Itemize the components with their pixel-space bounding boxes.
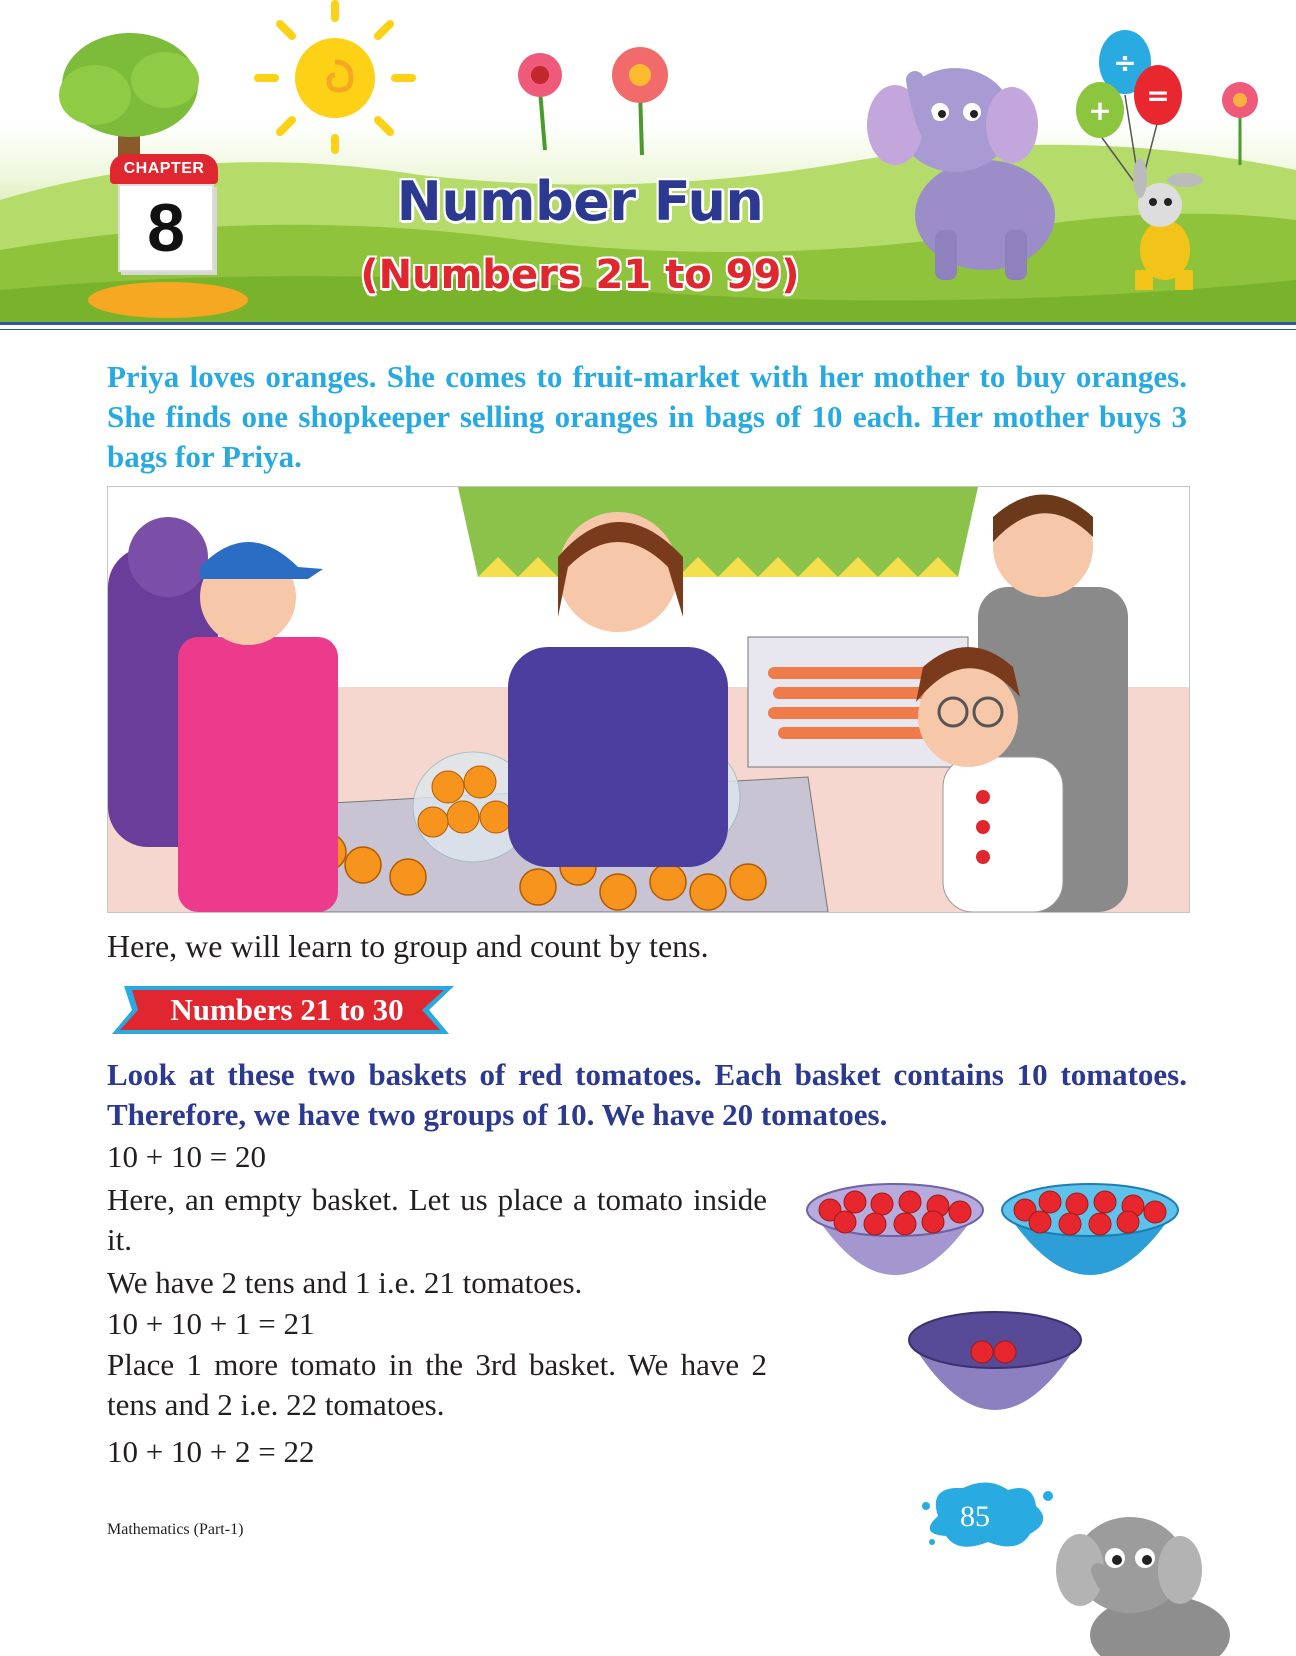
caption-line: Here, we will learn to group and count by tens. (107, 928, 709, 964)
flower-icon (518, 53, 562, 150)
chapter-subtitle: (Numbers 21 to 99) (360, 252, 800, 298)
section-tag-label: Numbers 21 to 30 (170, 992, 404, 1027)
equation-20: 10 + 10 = 20 (107, 1139, 266, 1174)
chapter-title: Number Fun (396, 170, 764, 233)
footer-book-title: Mathematics (Part-1) (107, 1521, 244, 1538)
tomato-bowl-partial (909, 1312, 1081, 1410)
chapter-label: CHAPTER (110, 154, 218, 184)
tomato-bowl-full (1002, 1184, 1178, 1275)
fruit-market-illustration (107, 486, 1190, 913)
sun-icon (258, 4, 412, 150)
chapter-card (118, 184, 214, 272)
page-number: 85 (960, 1500, 990, 1533)
empty-basket-text: Here, an empty basket. Let us place a tomato inside it. (107, 1182, 767, 1257)
equation-22: 10 + 10 + 2 = 22 (107, 1434, 315, 1469)
flower-icon (1222, 82, 1258, 165)
tomato-bowls-illustration (800, 1180, 1200, 1440)
chapter-number: 8 (147, 190, 185, 266)
balloon-plus: + (1088, 94, 1112, 127)
chapter-banner (0, 0, 1296, 322)
tomato-bowls (800, 1180, 1200, 1440)
tomato-bowl-full (807, 1184, 983, 1275)
third-basket-text: Place 1 more tomato in the 3rd basket. We have 2 tens and 2 i.e. 22 tomatoes. (107, 1347, 767, 1422)
tomato-paragraph: Look at these two baskets of red tomatoes. Each basket contains 10 tomatoes. Therefore, we have two groups of 10. We have 20 tomatoes. (107, 1057, 1187, 1132)
equation-21: 10 + 10 + 1 = 21 (107, 1306, 315, 1341)
header-divider (0, 322, 1296, 325)
balloon-equals: = (1146, 79, 1170, 112)
flower-icon (612, 47, 668, 155)
header-divider-thin (0, 329, 1296, 330)
two-tens-one-text: We have 2 tens and 1 i.e. 21 tomatoes. (107, 1265, 583, 1300)
elephant-icon (1040, 1510, 1296, 1656)
chapter-calendar (104, 148, 232, 298)
section-tag (104, 982, 464, 1038)
market-scene (108, 487, 1189, 912)
intro-paragraph: Priya loves oranges. She comes to fruit-market with her mother to buy oranges. She finds one shopkeeper selling oranges in bags of 10 each. Her mother buys 3 bags for Priya. (107, 359, 1187, 474)
balloon-divide: ÷ (1113, 46, 1137, 79)
